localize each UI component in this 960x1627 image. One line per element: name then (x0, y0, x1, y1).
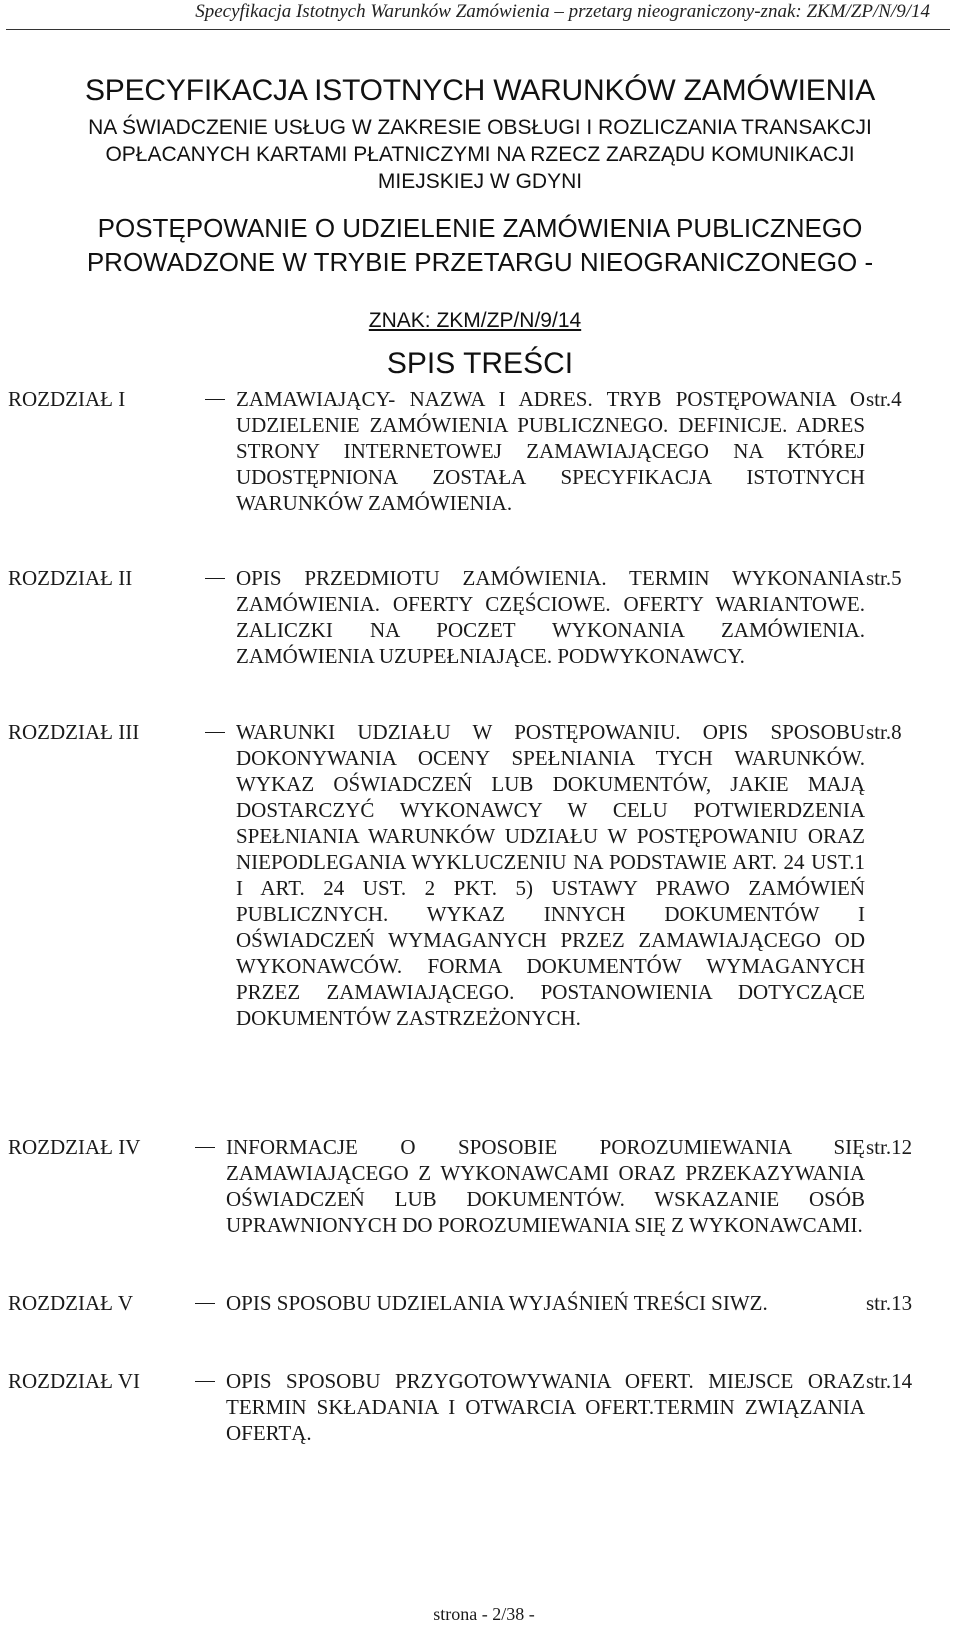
toc-page-number: str.14 (866, 1369, 913, 1393)
dash-separator (205, 732, 225, 733)
toc-chapter-label: ROZDZIAŁ II (8, 566, 133, 590)
subtitle-line: OPŁACANYCH KARTAMI PŁATNICZYMI NA RZECZ ZARZĄDU KOMUNIKACJI (105, 143, 855, 166)
dash-separator (195, 1303, 215, 1304)
dash-separator (195, 1147, 215, 1148)
procedure-heading (0, 211, 960, 279)
toc-page-number: str.4 (866, 387, 902, 411)
subtitle-line: MIEJSKIEJ W GDYNI (377, 170, 583, 193)
toc-chapter-description: OPIS PRZEDMIOTU ZAMÓWIENIA. TERMIN WYKONANIA ZAMÓWIENIA. OFERTY CZĘŚCIOWE. OFERTY WARIANTOWE. ZALICZKI NA POCZET WYKONANIA ZAMÓWIENIA. ZAMÓWIENIA UZUPEŁNIAJĄCE. PODWYKONAWCY. (236, 566, 865, 668)
dash-separator (205, 578, 225, 579)
toc-title: SPIS TREŚCI (386, 347, 574, 380)
toc-chapter-label: ROZDZIAŁ III (8, 720, 140, 744)
header-divider (6, 29, 950, 30)
dash-separator (205, 399, 225, 400)
toc-chapter-label: ROZDZIAŁ VI (8, 1369, 141, 1393)
page-number-footer: strona - 2/38 - (433, 1604, 535, 1624)
toc-chapter-label: ROZDZIAŁ I (8, 387, 126, 411)
subtitle-line: NA ŚWIADCZENIE USŁUG W ZAKRESIE OBSŁUGI I ROZLICZANIA TRANSAKCJI (88, 116, 872, 139)
toc-chapter-description: ZAMAWIAJĄCY- NAZWA I ADRES. TRYB POSTĘPOWANIA O UDZIELENIE ZAMÓWIENIA PUBLICZNEGO. DEFINICJE. ADRES STRONY INTERNETOWEJ ZAMAWIAJĄCEGO NA KTÓREJ UDOSTĘPNIONA ZOSTAŁA SPECYFIKACJA ISTOTNYCH WARUNKÓW ZAMÓWIENIA. (236, 387, 865, 515)
document-title: SPECYFIKACJA ISTOTNYCH WARUNKÓW ZAMÓWIENIA (85, 74, 875, 107)
reference-code (0, 308, 960, 334)
toc-chapter-label: ROZDZIAŁ IV (8, 1135, 141, 1159)
toc-chapter-label: ROZDZIAŁ V (8, 1291, 134, 1315)
toc-chapter-description: INFORMACJE O SPOSOBIE POROZUMIEWANIA SIĘ ZAMAWIAJĄCEGO Z WYKONAWCAMI ORAZ PRZEKAZYWANIA OŚWIADCZEŃ LUB DOKUMENTÓW. WSKAZANIE OSÓB UPRAWNIONYCH DO POROZUMIEWANIA SIĘ Z WYKONAWCAMI. (226, 1135, 865, 1237)
toc-page-number: str.12 (866, 1135, 913, 1159)
reference-code-text: ZNAK: ZKM/ZP/N/9/14 (368, 309, 582, 332)
toc-chapter-description: OPIS SPOSOBU PRZYGOTOWYWANIA OFERT. MIEJSCE ORAZ TERMIN SKŁADANIA I OTWARCIA OFERT.TERMIN ZWIĄZANIA OFERTĄ. (226, 1369, 865, 1445)
procedure-line: PROWADZONE W TRYBIE PRZETARGU NIEOGRANICZONEGO - (86, 247, 874, 277)
toc-page-number: str.8 (866, 720, 902, 744)
running-header: Specyfikacja Istotnych Warunków Zamówienia – przetarg nieograniczony-znak: ZKM/ZP/N/9/14 (195, 1, 930, 22)
toc-page-number: str.5 (866, 566, 902, 590)
dash-separator (195, 1381, 215, 1382)
procedure-line: POSTĘPOWANIE O UDZIELENIE ZAMÓWIENIA PUBLICZNEGO (97, 213, 863, 243)
document-subtitle (0, 114, 960, 195)
toc-chapter-description: WARUNKI UDZIAŁU W POSTĘPOWANIU. OPIS SPOSOBU DOKONYWANIA OCENY SPEŁNIANIA TYCH WARUNKÓW. WYKAZ OŚWIADCZEŃ LUB DOKUMENTÓW, JAKIE MAJĄ DOSTARCZYĆ WYKONAWCY W CELU POTWIERDZENIA SPEŁNIANIA WARUNKÓW UDZIAŁU W POSTĘPOWANIU ORAZ NIEPODLEGANIA WYKLUCZENIU NA PODSTAWIE ART. 24 UST.1 I ART. 24 UST. 2 PKT. 5) USTAWY PRAWO ZAMÓWIEŃ PUBLICZNYCH. WYKAZ INNYCH DOKUMENTÓW I OŚWIADCZEŃ WYMAGANYCH PRZEZ ZAMAWIAJĄCEGO OD WYKONAWCÓW. FORMA DOKUMENTÓW WYMAGANYCH PRZEZ ZAMAWIAJĄCEGO. POSTANOWIENIA DOTYCZĄCE DOKUMENTÓW ZASTRZEŻONYCH. (236, 720, 865, 1030)
toc-chapter-description: OPIS SPOSOBU UDZIELANIA WYJAŚNIEŃ TREŚCI SIWZ. (226, 1291, 768, 1315)
toc-page-number: str.13 (866, 1291, 913, 1315)
